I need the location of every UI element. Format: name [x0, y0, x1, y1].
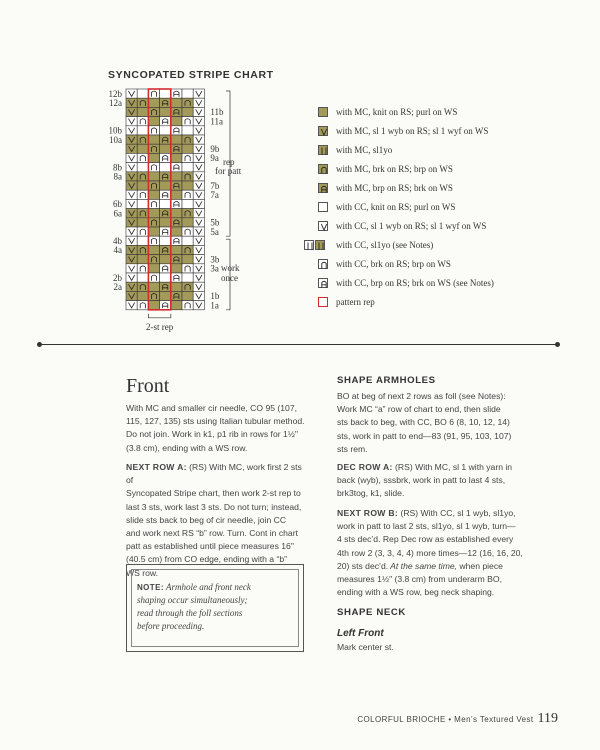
chart-cell: [171, 273, 182, 282]
chart-cell: [137, 135, 148, 144]
mc-brk-icon: [318, 164, 328, 174]
text-line: sts back to beg, with CC, BO 6 (8, 10, 12, 14): [337, 417, 510, 428]
chart-cell: [148, 144, 159, 153]
chart-cell: [171, 153, 182, 162]
chart-cell: [182, 153, 193, 162]
chart-cell: [171, 236, 182, 245]
text-line: back (wyb), sssbrk, work in patt to last 4 sts,: [337, 475, 506, 486]
chart-cell: [182, 144, 193, 153]
chart-cell: [171, 135, 182, 144]
chart-cell: [171, 245, 182, 254]
text-line: 20) sts dec’d.: [337, 560, 389, 571]
chart-cell: [148, 291, 159, 300]
work-label: work: [221, 263, 240, 273]
section-divider: [40, 344, 556, 345]
text-line: (RS) With CC, sl 1 wyb, sl1yo,: [398, 508, 516, 518]
chart-cell: [148, 126, 159, 135]
cc-slip-wyb-icon: [318, 221, 328, 231]
text-line: 4th row 2 (3, 3, 4, 4) more times—12 (16, 16, 20,: [337, 547, 523, 558]
chart-cell: [182, 245, 193, 254]
chart-cell: [148, 218, 159, 227]
neck-text: Mark center st.: [337, 642, 394, 652]
chart-cell: [137, 163, 148, 172]
chart-cell: [148, 264, 159, 273]
legend-text: with MC, brp on RS; brk on WS: [336, 183, 453, 193]
page-number: 119: [537, 711, 558, 726]
chart-cell: [148, 282, 159, 291]
chart-cell: [182, 264, 193, 273]
chart-cell: [171, 190, 182, 199]
chart-cell: [160, 144, 171, 153]
next-row-b: [337, 507, 562, 599]
row-label-right: 3a: [210, 263, 219, 274]
chart-cell: [160, 107, 171, 116]
chart-cell: [171, 126, 182, 135]
chart-cell: [148, 181, 159, 190]
row-label-left: 8b: [113, 162, 122, 173]
chart-cell: [148, 255, 159, 264]
cc-sl1yo-icon: [304, 240, 314, 250]
chart-cell: [182, 301, 193, 310]
legend-text: with MC, sl1yo: [336, 145, 393, 155]
chart-cell: [160, 190, 171, 199]
mc-knit-icon: [318, 107, 328, 117]
text-line: work in patt to last 2 sts, sl1yo, sl 1 wyb, turn—: [337, 521, 516, 532]
row-label-right: 11b: [210, 107, 224, 118]
chart-cell: [137, 236, 148, 245]
chart-cell: [171, 255, 182, 264]
rep-bracket-bottom: [148, 314, 170, 318]
text-line: before proceeding.: [137, 621, 205, 631]
chart-cell: [148, 209, 159, 218]
row-label-right: 1b: [210, 291, 220, 302]
chart-cell: [148, 236, 159, 245]
chart-cell: [148, 163, 159, 172]
text-line: (3.8 cm), ending with a WS row.: [126, 442, 248, 453]
text-line: Syncopated Stripe chart, then work 2-st rep to: [126, 488, 301, 499]
chart-cell: [148, 199, 159, 208]
text-line: brk3tog, k1, slide.: [337, 488, 405, 499]
chart-cell: [160, 282, 171, 291]
legend-text: with MC, sl 1 wyb on RS; sl 1 wyf on WS: [336, 126, 489, 136]
text-line: Do not join. Work in k1, p1 rib in rows for 1½": [126, 429, 298, 440]
chart-cell: [137, 144, 148, 153]
chart-cell: [148, 117, 159, 126]
chart-cell: [137, 245, 148, 254]
row-label-left: 10b: [108, 125, 122, 136]
pattern-rep-icon: [318, 297, 328, 307]
chart-cell: [148, 153, 159, 162]
chart-cell: [137, 190, 148, 199]
at-same-time-emphasis: At the same time,: [388, 560, 458, 571]
text-line: read through the foll sections: [137, 608, 243, 618]
text-line: (RS) With MC, work first 2 sts of: [126, 462, 302, 486]
legend-text: with CC, sl 1 wyb on RS; sl 1 wyf on WS: [336, 221, 487, 231]
chart-cell: [182, 218, 193, 227]
chart-cell: [182, 163, 193, 172]
chart-cell: [148, 172, 159, 181]
note-box: [126, 564, 304, 652]
legend-text: with CC, sl1yo (see Notes): [336, 240, 434, 250]
note-text: [137, 581, 287, 633]
row-label-left: 6b: [113, 199, 122, 210]
legend-text: with CC, brp on RS; brk on WS (see Notes): [336, 278, 494, 288]
row-label-left: 4a: [113, 245, 122, 256]
legend-text: with MC, brk on RS; brp on WS: [336, 164, 453, 174]
chart-cell: [171, 218, 182, 227]
chart-cell: [160, 209, 171, 218]
two-st-rep-label: 2-st rep: [145, 321, 174, 332]
next-row-b-label: NEXT ROW B:: [337, 508, 399, 518]
chart-cell: [171, 144, 182, 153]
text-line: and work next RS “b” row. Turn. Cont in chart: [126, 528, 298, 539]
chart-cell: [148, 89, 159, 98]
text-line: measures 1½" (3.8 cm) from underarm BO,: [337, 574, 502, 585]
chart-cell: [148, 107, 159, 116]
chart-cell: [160, 199, 171, 208]
chart-cell: [171, 163, 182, 172]
chart-cell: [171, 227, 182, 236]
chart-cell: [171, 107, 182, 116]
chart-cell: [171, 264, 182, 273]
page-footer: [320, 711, 558, 727]
text-line: when piece: [457, 560, 503, 571]
legend-text: with CC, knit on RS; purl on WS: [336, 202, 456, 212]
chart-cell: [137, 209, 148, 218]
row-label-left: 4b: [113, 236, 122, 247]
text-line: ending with a WS row, beg neck shaping.: [337, 587, 495, 598]
chart-cell: [171, 301, 182, 310]
chart-cell: [137, 199, 148, 208]
chart-cell: [137, 172, 148, 181]
dec-row-a-label: DEC ROW A:: [337, 462, 393, 472]
text-line: sts, work in patt to end—83 (91, 95, 103, 107): [337, 430, 512, 441]
next-row-a: [126, 461, 311, 580]
chart-cell: [182, 135, 193, 144]
text-line: patt as established until piece measures 16": [126, 541, 294, 552]
row-label-left: 12a: [109, 98, 122, 109]
row-label-left: 10a: [109, 134, 122, 145]
legend-text: with MC, knit on RS; purl on WS: [336, 107, 458, 117]
chart-cell: [160, 255, 171, 264]
chart-cell: [137, 227, 148, 236]
chart-cell: [148, 301, 159, 310]
chart-cell: [160, 273, 171, 282]
chart-cell: [171, 209, 182, 218]
chart-cell: [160, 98, 171, 107]
chart-cell: [160, 301, 171, 310]
row-label-right: 1a: [210, 300, 219, 311]
shape-armholes-heading: SHAPE ARMHOLES: [337, 375, 436, 386]
chart-cell: [182, 227, 193, 236]
cc-brk-icon: [318, 259, 328, 269]
chart-cell: [171, 199, 182, 208]
chart-cell: [137, 218, 148, 227]
row-label-left: 2b: [113, 272, 122, 283]
text-line: With MC and smaller cir needle, CO 95 (107,: [126, 403, 297, 413]
chart-cell: [160, 126, 171, 135]
row-label-right: 7a: [210, 190, 219, 201]
chart-title: SYNCOPATED STRIPE CHART: [108, 69, 274, 81]
chart-cell: [182, 209, 193, 218]
chart-cell: [182, 98, 193, 107]
for-patt-label: for patt: [215, 166, 242, 176]
chart-cell: [137, 181, 148, 190]
chart-cell: [182, 236, 193, 245]
chart-cell: [182, 89, 193, 98]
shape-neck-heading: SHAPE NECK: [337, 607, 406, 618]
dec-row-a: [337, 461, 562, 501]
chart-cell: [182, 117, 193, 126]
rep-label: rep: [223, 157, 235, 167]
running-head: COLORFUL BRIOCHE • Men’s Textured Vest: [357, 715, 534, 724]
divider-dot-right: [555, 342, 560, 347]
once-label: once: [221, 273, 238, 283]
chart-cell: [148, 245, 159, 254]
chart-cell: [171, 117, 182, 126]
chart-cell: [182, 107, 193, 116]
text-line: WS row.: [126, 567, 158, 578]
text-line: BO at beg of next 2 rows as foll (see Notes):: [337, 391, 506, 401]
text-line: sts rem.: [337, 443, 368, 454]
chart-cell: [182, 199, 193, 208]
chart-cell: [182, 291, 193, 300]
row-label-right: 9a: [210, 153, 219, 164]
chart-cell: [148, 98, 159, 107]
chart-cell: [148, 273, 159, 282]
chart-cell: [160, 117, 171, 126]
row-label-right: 3b: [210, 254, 220, 265]
chart-cell: [137, 126, 148, 135]
chart-cell: [171, 172, 182, 181]
chart-cell: [182, 282, 193, 291]
chart-cell: [137, 153, 148, 162]
chart-cell: [160, 89, 171, 98]
chart-cell: [182, 273, 193, 282]
row-label-right: 7b: [210, 180, 220, 191]
chart-cell: [137, 291, 148, 300]
text-line: slide sts back to beg of cir needle, join CC: [126, 514, 287, 525]
row-label-right: 5a: [210, 226, 219, 237]
cc-brp-icon: [318, 278, 328, 288]
legend-text: pattern rep: [336, 297, 375, 307]
next-row-a-label: NEXT ROW A:: [126, 462, 187, 472]
chart-cell: [137, 264, 148, 273]
chart-cell: [171, 98, 182, 107]
chart-cell: [171, 291, 182, 300]
chart-cell: [160, 163, 171, 172]
chart-cell: [160, 227, 171, 236]
mc-slip-wyb-icon: [318, 126, 328, 136]
chart-cell: [182, 181, 193, 190]
text-line: (40.5 cm) from CO edge, ending with a “b”: [126, 554, 287, 565]
row-label-right: 9b: [210, 144, 220, 155]
chart-cell: [182, 255, 193, 264]
chart-cell: [171, 181, 182, 190]
text-line: Armhole and front neck: [163, 582, 251, 592]
chart-cell: [137, 98, 148, 107]
chart-cell: [182, 172, 193, 181]
text-line: last 3 sts, work last 3 sts. Do not turn; instead,: [126, 501, 302, 512]
armholes-intro: [337, 390, 562, 456]
row-label-left: 8a: [113, 171, 122, 182]
chart-cell: [171, 282, 182, 291]
mc-sl1yo-icon: [318, 145, 328, 155]
row-label-left: 6a: [113, 208, 122, 219]
mc-sl1yo-icon: [315, 240, 325, 250]
chart-cell: [160, 236, 171, 245]
chart-cell: [171, 89, 182, 98]
chart-cell: [148, 227, 159, 236]
text-line: 115, 127, 135) sts using Italian tubular method.: [126, 416, 305, 427]
cc-knit-icon: [318, 202, 328, 212]
chart-cell: [160, 291, 171, 300]
chart-cell: [160, 135, 171, 144]
chart-cell: [160, 264, 171, 273]
text-line: shaping occur simultaneously;: [137, 595, 248, 605]
chart-cell: [182, 126, 193, 135]
mc-brp-icon: [318, 183, 328, 193]
chart-cell: [137, 273, 148, 282]
chart-cell: [137, 89, 148, 98]
chart-cell: [137, 117, 148, 126]
row-label-right: 5b: [210, 217, 220, 228]
chart-cell: [160, 218, 171, 227]
text-line: 4 sts dec’d. Rep Dec row as established every: [337, 534, 514, 545]
row-label-left: 12b: [108, 88, 122, 99]
chart-cell: [160, 172, 171, 181]
note-label: NOTE:: [137, 583, 164, 592]
chart-cell: [148, 135, 159, 144]
chart-cell: [137, 301, 148, 310]
left-front-subheading: Left Front: [337, 628, 384, 639]
chart-cell: [182, 190, 193, 199]
legend-text: with CC, brk on RS; brp on WS: [336, 259, 451, 269]
chart-cell: [160, 181, 171, 190]
syncopated-stripe-chart: [0, 0, 600, 340]
row-label-right: 11a: [210, 116, 224, 127]
row-label-left: 2a: [113, 282, 122, 293]
chart-cell: [137, 282, 148, 291]
text-line: Work MC “a” row of chart to end, then slide: [337, 404, 501, 415]
chart-cell: [137, 255, 148, 264]
chart-cell: [148, 190, 159, 199]
chart-cell: [160, 245, 171, 254]
chart-cell: [137, 107, 148, 116]
front-intro: [126, 402, 306, 455]
chart-cell: [160, 153, 171, 162]
text-line: (RS) With MC, sl 1 with yarn in: [392, 462, 513, 472]
front-heading: Front: [126, 375, 170, 397]
